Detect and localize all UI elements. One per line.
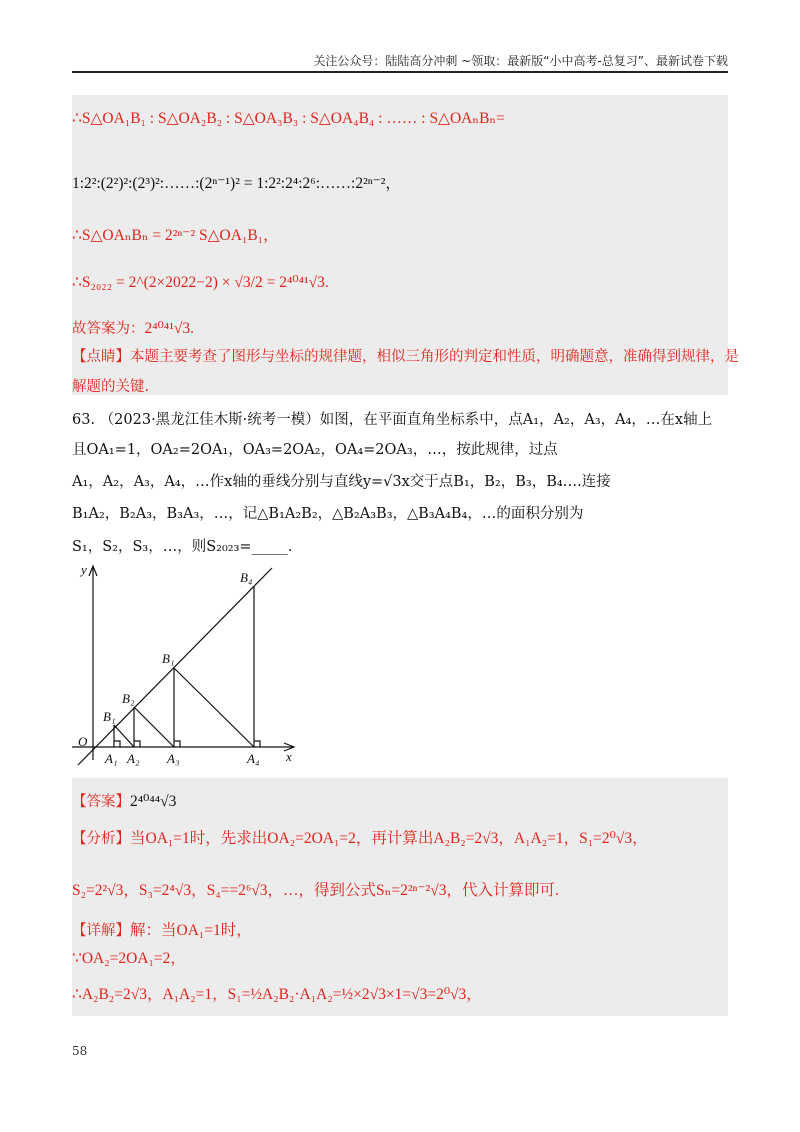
label-y: y — [81, 562, 87, 577]
answer-line — [72, 317, 728, 338]
detail-row-3: ∴A₂B₂=2√3，A₁A₂=1，S₁=½A₂B₂·A₁A₂=½×2√3×1=√3=2⁰√3， — [72, 986, 482, 1003]
right-angle-A3 — [174, 741, 180, 747]
solution-line-2: 1:2²:(2²)²:(2³)²:……:(2ⁿ⁻¹)² = 1:2²:2⁴:2⁶:……:2²ⁿ⁻²， — [72, 175, 401, 192]
label-A2: A₂ — [127, 751, 140, 766]
problem-line-4: B₁A₂，B₂A₃，B₃A₃，…，记△B₁A₂B₂，△B₂A₃B₃，△B₃A₄B₄，…的面积分别为 — [72, 506, 584, 522]
answer-value-main: 2⁴⁰⁴⁴√3 — [130, 793, 177, 810]
segment-B1A2 — [114, 725, 134, 747]
analysis-tag: 【分析】 — [72, 831, 130, 847]
comment-tag: 【点睛】 — [72, 349, 130, 365]
header-rule — [72, 71, 728, 73]
comment-line-2: 解题的关键. — [72, 379, 150, 395]
solution-line-3: ∴S△OAₙBₙ = 2²ⁿ⁻² S△OA₁B₁， — [72, 227, 279, 244]
label-A3: A₃ — [167, 751, 180, 766]
label-x: x — [286, 749, 292, 764]
detail-row-1 — [72, 918, 728, 940]
coordinate-figure — [72, 560, 312, 770]
right-angle-A1 — [114, 741, 120, 747]
page-number: 58 — [72, 1044, 88, 1058]
page-header: 关注公众号：陆陆高分冲刺 ~领取：最新版“小中高考-总复习”、最新试卷下载 — [313, 54, 728, 68]
solution-panel — [72, 95, 739, 395]
label-B4: B₄ — [240, 570, 253, 585]
label-B2: B₂ — [122, 691, 135, 706]
detail-row-2: ∵OA₂=2OA₁=2， — [72, 950, 186, 967]
answer-row — [72, 790, 728, 811]
comment-line — [72, 345, 739, 366]
analysis-row-1 — [72, 826, 728, 848]
problem-line-5: S₁，S₂，S₃，…，则S₂₀₂₃=_____. — [72, 539, 293, 555]
answer-tag: 【答案】 — [72, 794, 130, 810]
right-angle-A4 — [254, 741, 260, 747]
solution-line-1: ∴S△OA₁B₁ : S△OA₂B₂ : S△OA₃B₃ : S△OA₄B₄ : …… : S△OAₙBₙ= — [72, 110, 505, 127]
problem-line-1 — [72, 408, 712, 429]
right-angle-A2 — [134, 741, 140, 747]
solution-line-4: ∴S₂₀₂₂ = 2^(2×2022−2) × √3/2 = 2⁴⁰⁴¹√3. — [72, 274, 329, 291]
comment-text: 本题主要考查了图形与坐标的规律题，相似三角形的判定和性质，明确题意，准确得到规律，是 — [130, 349, 739, 365]
label-B1-large: B₁ — [162, 651, 175, 666]
detail-text-1: 解：当OA₁=1时， — [130, 922, 252, 939]
problem-line-2: 且OA₁=1，OA₂=2OA₁，OA₃=2OA₂，OA₄=2OA₃，…，按此规律，过点 — [72, 442, 558, 458]
segment-B3A4 — [174, 668, 254, 747]
label-A4: A₄ — [247, 751, 260, 766]
label-A1: A₁ — [105, 751, 118, 766]
answer-panel — [72, 778, 728, 1016]
problem-source: （2023·黑龙江佳木斯·统考一模） — [99, 412, 320, 428]
problem-number: 63. — [72, 412, 96, 428]
analysis-text-1: 当OA₁=1时，先求出OA₂=2OA₁=2，再计算出A₂B₂=2√3，A₁A₂=1，S₁=2⁰√3， — [130, 830, 648, 847]
answer-value: 2⁴⁰⁴¹√3. — [144, 320, 195, 337]
problem-text-1: 如图，在平面直角坐标系中，点A₁，A₂，A₃，A₄，…在x轴上 — [319, 412, 713, 428]
label-origin: O — [78, 734, 88, 749]
answer-label: 故答案为： — [72, 321, 145, 337]
detail-tag: 【详解】 — [72, 923, 130, 939]
problem-line-3: A₁，A₂，A₃，A₄，…作x轴的垂线分别与直线y=√3x交于点B₁，B₂，B₃，B₄….连接 — [72, 474, 611, 490]
label-B1-small: B₁ — [103, 709, 116, 724]
analysis-row-2: S₂=2²√3，S₃=2⁴√3，S₄==2⁶√3，…，得到公式Sₙ=2²ⁿ⁻²√3，代入计算即可. — [72, 882, 559, 899]
